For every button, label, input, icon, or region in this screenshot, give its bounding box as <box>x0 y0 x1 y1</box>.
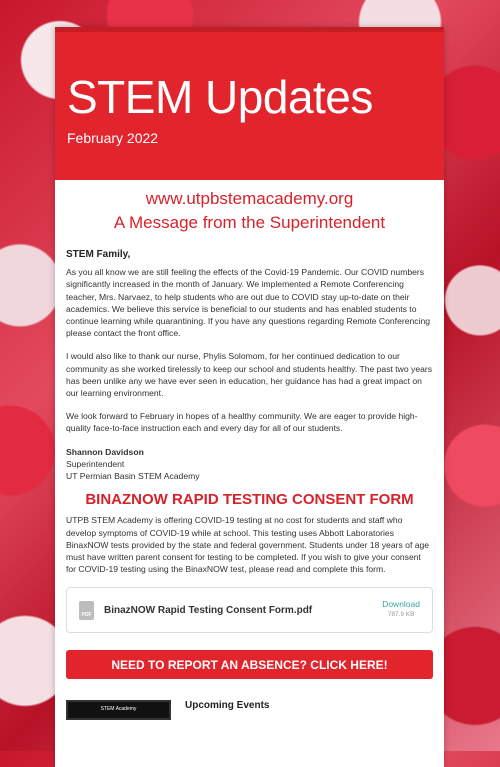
message-heading: A Message from the Superintendent <box>113 213 386 232</box>
attachment-file-name[interactable]: BinazNOW Rapid Testing Consent Form.pdf <box>104 604 313 616</box>
pdf-file-icon: PDF <box>79 601 94 620</box>
website-link[interactable]: www.utpbstemacademy.org <box>145 189 354 208</box>
letter-greeting: STEM Family, <box>66 249 131 260</box>
testing-text: UTPB STEM Academy is offering COVID-19 testing at no cost for students and staff who develop symptoms of COVID-19 while at school. This testing uses Abbott Laboratories BinaxNOW tests provided by the state and federal government. Students under 18 years of age must have written parent consent for testing to be completed. If you wish to give your consent for COVID-19 testing using the BinaxNOW test, please read and complete this form. <box>66 515 430 575</box>
event-thumbnail[interactable]: STEM Academy <box>66 700 171 720</box>
upcoming-events-heading: Upcoming Events <box>185 700 270 712</box>
signature <box>66 446 433 483</box>
signature-name: Shannon Davidson <box>66 446 144 457</box>
letter-paragraph: We look forward to February in hopes of a healthy community. We are eager to provide high-quality face-to-face instruction each and every day for all of our students. <box>66 411 418 434</box>
file-size: 787.9 KB <box>387 611 415 619</box>
events-row <box>66 700 433 720</box>
testing-heading: BINAZNOW RAPID TESTING CONSENT FORM <box>85 491 414 509</box>
hero-banner <box>55 27 444 180</box>
signature-org: UT Permian Basin STEM Academy <box>66 471 200 482</box>
letter-paragraph: As you all know we are still feeling the effects of the Covid-19 Pandemic. Our COVID numbers significantly increased in the month of January. We implemented a Remote Conferencing teacher, Mrs. Narvaez, to help students who are out due to COVID stay up-to-date on their academics. We believe this service is beneficial to our students and has enabled students to continue learning while quarantining. If you have any questions regarding Remote Conferencing please contact the front office. <box>66 267 431 339</box>
newsletter-date: February 2022 <box>67 130 159 146</box>
newsletter-title: STEM Updates <box>67 71 373 123</box>
signature-title: Superintendent <box>66 458 125 469</box>
download-link[interactable]: Download <box>382 599 420 610</box>
newsletter-card <box>55 27 444 767</box>
letter-body <box>55 249 444 575</box>
attachment-card[interactable] <box>66 587 433 633</box>
download-area <box>382 599 420 618</box>
report-absence-button[interactable]: NEED TO REPORT AN ABSENCE? CLICK HERE! <box>66 650 433 679</box>
letter-paragraph: I would also like to thank our nurse, Phylis Solomom, for her continued dedication to our community as she worked tirelessly to keep our school and students healthy. The past two years has been unlike any we have ever seen in education, her guidance has had a great impact on our learning environment. <box>66 351 433 399</box>
